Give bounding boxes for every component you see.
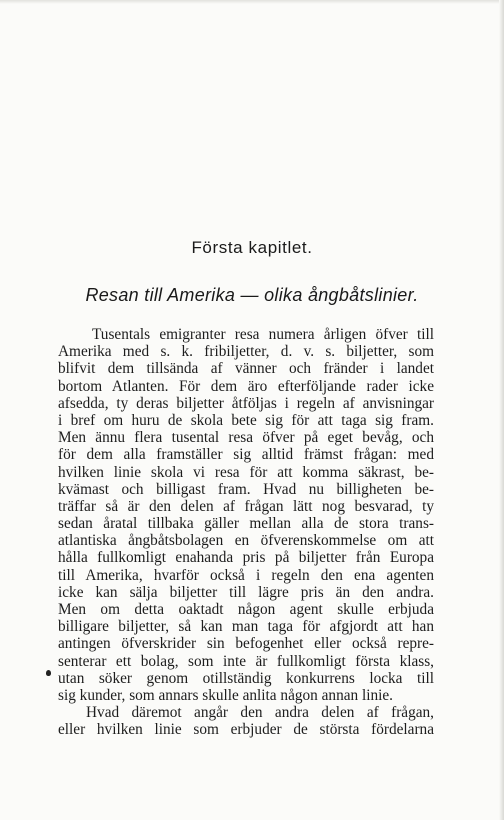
text-line: Men om detta oaktadt någon agent skulle erbjuda xyxy=(58,601,434,618)
chapter-heading: Första kapitlet. xyxy=(191,238,313,257)
text-line: Amerika med s. k. fribiljetter, d. v. s. biljetter, som xyxy=(58,343,434,361)
text-line: för dem alla framställer sig alltid främst frågan: med xyxy=(58,446,434,464)
text-line: atlantiska ångbåtsbolagen en öfverenskommelse om att xyxy=(58,532,434,550)
text-line: Men ännu flera tusental resa öfver på eget bevåg, och xyxy=(58,429,434,447)
text-line: utan söker genom otillständig konkurrens locka till xyxy=(58,669,434,687)
body-text xyxy=(58,326,434,739)
text-line: till Amerika, hvarför också i regeln den ena agenten xyxy=(58,566,434,584)
page-right-edge xyxy=(499,0,504,820)
text-line: hålla fullkomligt enahanda pris på biljetter från Europa xyxy=(58,549,434,567)
text-line: sedan åratal tillbaka gäller mellan alla de stora trans- xyxy=(58,515,434,533)
text-line: billigare biljetter, så kan man taga för afgjordt att han xyxy=(58,618,434,636)
text-line: i bref om huru de skola bete sig för att taga sig fram. xyxy=(58,411,434,429)
text-line: antingen öfverskrider sin befogenhet eller också repre- xyxy=(58,635,434,653)
text-line: Hvad däremot angår den andra delen af frågan, xyxy=(86,704,434,722)
text-line: kvämast och billigast fram. Hvad nu billigheten be- xyxy=(58,480,434,498)
text-line: sig kunder, som annars skulle anlita någon annan linie. xyxy=(58,686,393,704)
text-line: träffar så är den delen af frågan lätt nog besvarad, ty xyxy=(58,497,434,515)
ink-mark xyxy=(46,670,51,676)
chapter-subtitle: Resan till Amerika — olika ångbåtslinier. xyxy=(85,285,419,305)
text-line: icke kan sälja biljetter till lägre pris än den andra. xyxy=(58,583,434,601)
text-line: afsedda, ty deras biljetter åtföljas i regeln af anvisningar xyxy=(58,394,434,412)
text-line: hvilken linie skola vi resa för att komma säkrast, be- xyxy=(58,463,434,481)
text-line: blifvit dem tillsända af vänner och fränder i landet xyxy=(58,360,434,378)
page-top-edge xyxy=(0,0,504,4)
text-line: Tusentals emigranter resa numera årligen öfver till xyxy=(92,326,434,343)
text-line: senterar ett bolag, som inte är fullkomligt första klass, xyxy=(58,652,434,670)
text-line: eller hvilken linie som erbjuder de största fördelarna xyxy=(58,721,434,739)
text-line: bortom Atlanten. För dem äro efterföljande rader icke xyxy=(58,377,434,395)
